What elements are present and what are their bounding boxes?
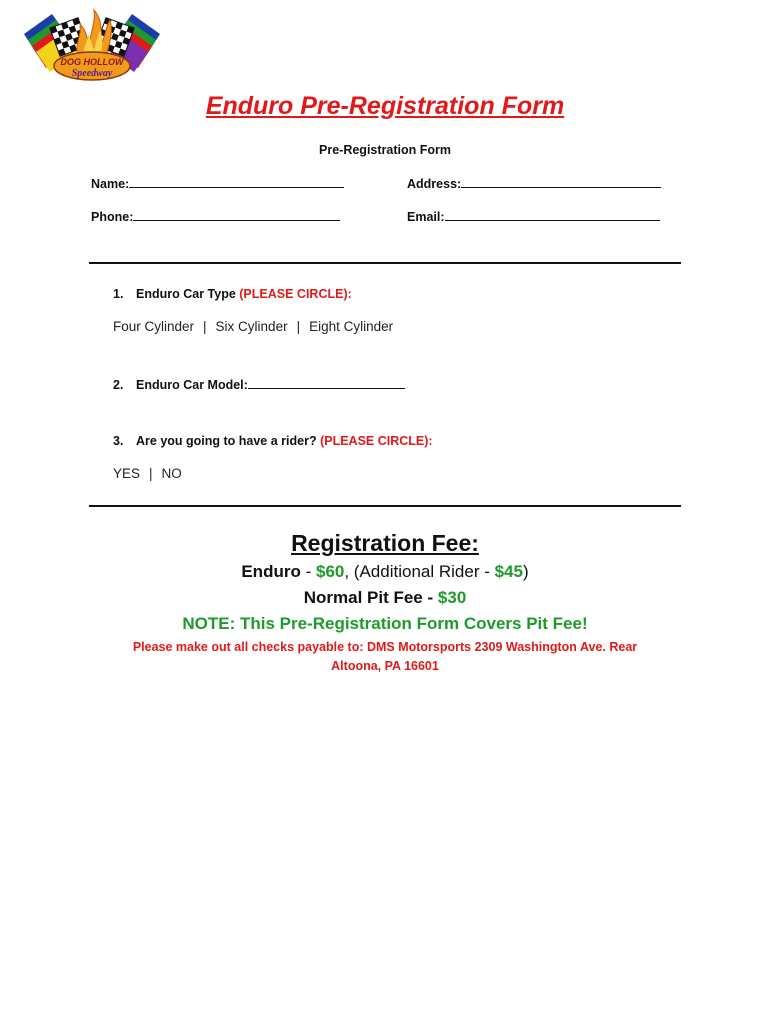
logo-graphic (22, 6, 162, 84)
svg-text:Speedway: Speedway (71, 68, 113, 79)
payable-line-1: Please make out all checks payable to: DMS Motorsports 2309 Washington Ave. Rear (132, 640, 638, 654)
question-car-type (113, 287, 352, 301)
car-type-options (113, 319, 393, 334)
phone-field[interactable] (91, 209, 340, 224)
name-label: Name: (91, 177, 130, 191)
question-number: 1. (113, 287, 124, 301)
divider-top (89, 262, 681, 264)
rider-options (113, 466, 182, 481)
fee-heading: Registration Fee: (291, 530, 479, 556)
svg-text:DOG HOLLOW: DOG HOLLOW (60, 57, 124, 67)
question-hint: (PLEASE CIRCLE): (320, 434, 433, 448)
enduro-fee-line (0, 562, 770, 582)
additional-close: ) (522, 562, 529, 581)
pit-fee-line (0, 588, 770, 608)
form-title: Enduro Pre-Registration Form (205, 92, 565, 120)
car-model-blank[interactable] (248, 377, 405, 389)
email-label: Email: (407, 210, 445, 224)
address-label: Address: (407, 177, 462, 191)
question-text: Enduro Car Model: (136, 378, 248, 392)
question-rider (113, 434, 433, 448)
pit-label: Normal Pit Fee (303, 588, 423, 607)
question-hint: (PLEASE CIRCLE): (239, 287, 352, 301)
option-separator: | (149, 466, 153, 481)
option-separator: | (203, 319, 207, 334)
email-field[interactable] (407, 209, 660, 224)
speedway-logo (22, 6, 162, 84)
enduro-label: Enduro (241, 562, 301, 581)
additional-rider-text: , (Additional Rider - (344, 562, 495, 581)
option-separator: | (296, 319, 301, 334)
question-text: Enduro Car Type (136, 287, 236, 301)
form-subtitle: Pre-Registration Form (319, 143, 451, 157)
question-car-model[interactable] (113, 377, 405, 392)
option-yes[interactable]: YES (113, 466, 141, 481)
question-text: Are you going to have a rider? (136, 434, 317, 448)
pit-fee-note: NOTE: This Pre-Registration Form Covers Pit Fee! (182, 614, 588, 633)
option-four-cylinder[interactable]: Four Cylinder (113, 319, 195, 334)
name-blank[interactable] (129, 176, 344, 188)
address-blank[interactable] (461, 176, 661, 188)
pit-price: $30 (437, 588, 467, 607)
name-field[interactable] (91, 176, 344, 191)
dash: - (305, 562, 312, 581)
payable-line-2: Altoona, PA 16601 (331, 659, 439, 673)
phone-label: Phone: (91, 210, 134, 224)
dash: - (427, 588, 434, 607)
address-field[interactable] (407, 176, 661, 191)
option-no[interactable]: NO (161, 466, 182, 481)
divider-bottom (89, 505, 681, 507)
phone-blank[interactable] (133, 209, 340, 221)
option-six-cylinder[interactable]: Six Cylinder (215, 319, 288, 334)
question-number: 2. (113, 378, 124, 392)
enduro-price: $60 (315, 562, 345, 581)
question-number: 3. (113, 434, 124, 448)
email-blank[interactable] (445, 209, 660, 221)
payment-instructions (90, 638, 680, 676)
option-eight-cylinder[interactable]: Eight Cylinder (309, 319, 394, 334)
rider-price: $45 (494, 562, 523, 581)
